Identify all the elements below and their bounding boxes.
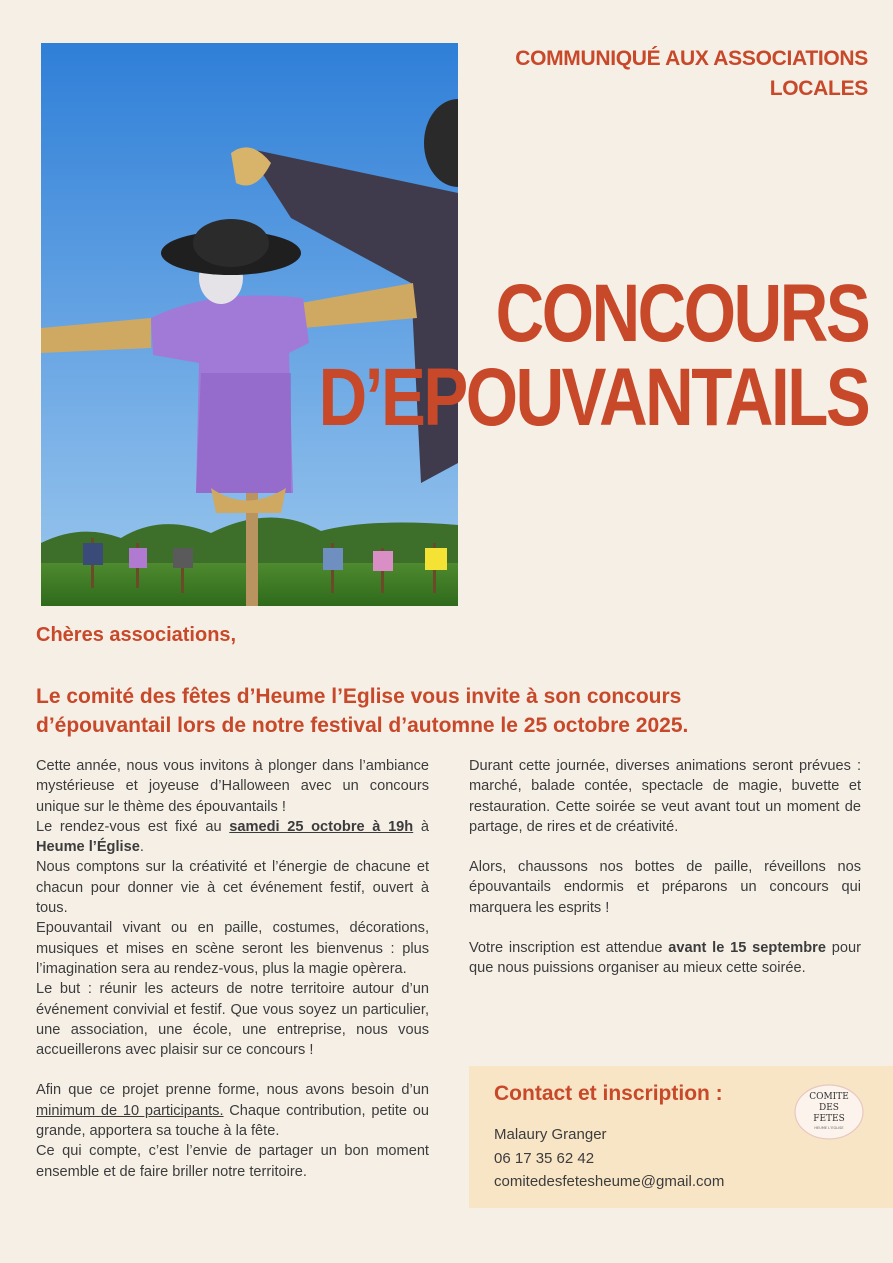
left-column <box>36 756 429 1182</box>
participants-minimum: minimum de 10 participants. <box>36 1102 224 1119</box>
lead-paragraph <box>36 682 866 740</box>
event-date: samedi 25 octobre à 19h <box>229 818 414 835</box>
deadline-prefix: Votre inscription est attendue <box>469 940 669 957</box>
right-column <box>469 756 861 979</box>
document-eyebrow <box>448 44 868 104</box>
contact-name: Malaury Granger <box>494 1126 607 1143</box>
participants-prefix: Afin que ce projet prenne forme, nous avons besoin d’un <box>36 1082 429 1099</box>
lead-line-1: Le comité des fêtes d’Heume l’Eglise vous invite à son concours <box>36 685 682 708</box>
logo-text-2: DES <box>819 1103 839 1113</box>
title-line-1: CONCOURS <box>495 268 868 359</box>
rendezvous-mid: à <box>413 818 429 835</box>
deadline-date: avant le 15 septembre <box>668 940 826 957</box>
page-title <box>318 268 868 443</box>
paragraph-costumes: Epouvantail vivant ou en paille, costumes, décorations, musiques et mises en scène seront les bienvenus : plus l’imagination sera au rendez-vous, plus la magie opèrera. <box>36 920 429 977</box>
greeting: Chères associations, <box>36 624 237 646</box>
paragraph-closing: Ce qui compte, c’est l’envie de partager un bon moment ensemble et de faire briller notre territoire. <box>36 1143 429 1180</box>
paragraph-goal: Le but : réunir les acteurs de notre territoire autour d’un événement convivial et festif. Que vous soyez un particulier, une association, une école, une entreprise, nous vous accueillerons avec plaisir sur ce concours ! <box>36 981 429 1059</box>
paragraph-intro: Cette année, nous vous invitons à plonger dans l’ambiance mystérieuse et joyeuse d’Halloween avec un concours unique sur le thème des épouvantails ! <box>36 758 429 815</box>
paragraph-call-to-action: Alors, chaussons nos bottes de paille, réveillons nos épouvantails endormis et préparons un concours qui marquera les esprits ! <box>469 859 861 916</box>
comite-des-fetes-logo <box>793 1083 865 1141</box>
paragraph-deadline <box>469 938 861 979</box>
paragraph-rendezvous <box>36 817 429 858</box>
contact-title: Contact et inscription : <box>494 1082 723 1105</box>
event-place: Heume l’Église <box>36 839 140 856</box>
participants-suffix: Chaque contribution, petite ou grande, apportera sa touche à la fête. <box>36 1102 429 1140</box>
paragraph-participants <box>36 1080 429 1141</box>
eyebrow-line-2: LOCALES <box>769 77 868 100</box>
contact-email[interactable]: comitedesfetesheume@gmail.com <box>494 1173 725 1190</box>
title-line-2: D’EPOUVANTAILS <box>318 352 868 443</box>
rendezvous-suffix: . <box>139 839 144 856</box>
logo-subtext: HEUME L’EGLISE <box>814 1126 844 1130</box>
rendezvous-prefix: Le rendez-vous est fixé au <box>36 818 230 835</box>
deadline-suffix: pour que nous puissions organiser au mieux cette soirée. <box>469 940 861 977</box>
paragraph-creativity: Nous comptons sur la créativité et l’énergie de chacune et chacun pour donner vie à cet événement festif, ouvert à tous. <box>36 859 429 917</box>
logo-text-3: FETES <box>813 1114 845 1124</box>
paragraph-activities: Durant cette journée, diverses animations seront prévues : marché, balade contée, spectacle de magie, buvette et restauration. Cette soirée se veut avant tout un moment de partage, de rires et de créativité. <box>469 758 861 835</box>
lead-line-2: d’épouvantail lors de notre festival d’automne le 25 octobre 2025. <box>36 714 689 737</box>
contact-phone[interactable]: 06 17 35 62 42 <box>494 1150 595 1167</box>
logo-text-1: COMITE <box>809 1092 849 1102</box>
contact-box <box>469 1066 893 1208</box>
eyebrow-line-1: COMMUNIQUÉ AUX ASSOCIATIONS <box>515 47 868 70</box>
